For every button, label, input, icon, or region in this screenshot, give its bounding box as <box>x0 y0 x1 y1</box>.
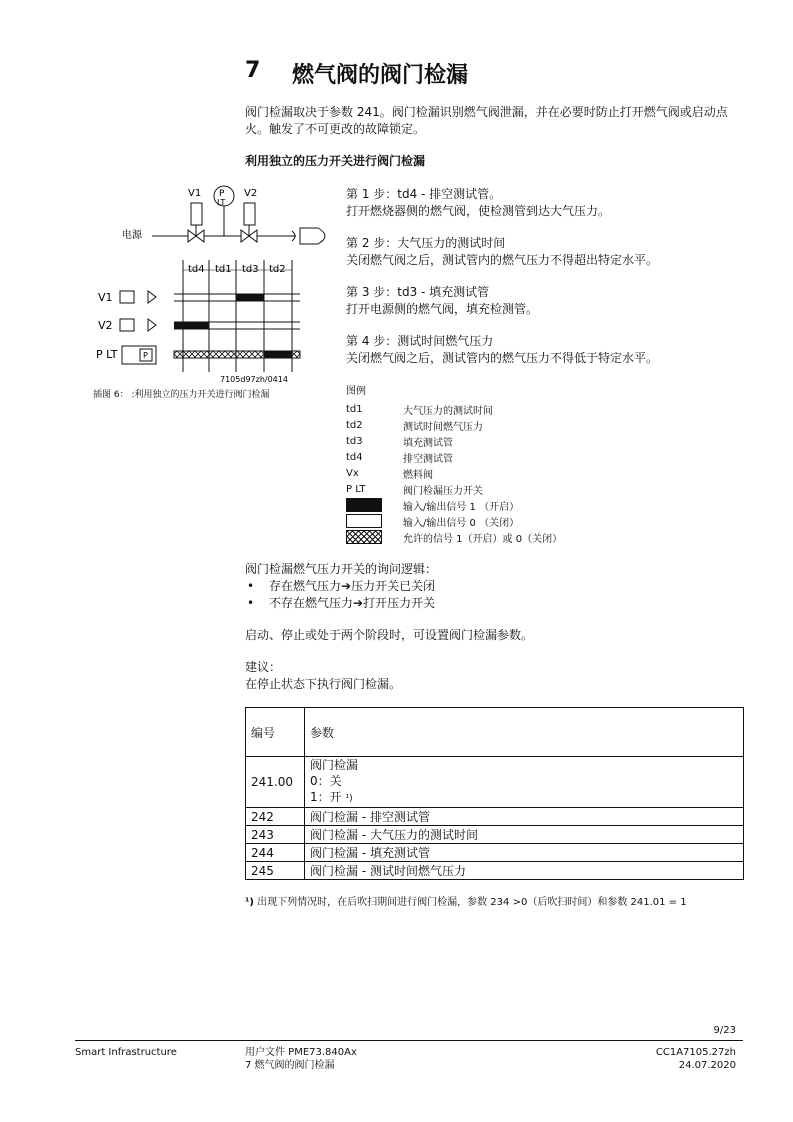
label-td2: td2 <box>269 264 286 275</box>
label-v2: V2 <box>244 188 258 199</box>
plt-signal-on <box>264 351 292 358</box>
step-body: 打开燃烧器侧的燃气阀，使检测管到达大气压力。 <box>346 204 611 218</box>
param-note: 启动、停止或处于两个阶段时，可设置阀门检漏参数。 <box>245 628 534 642</box>
figure-code: 7105d97zh/0414 <box>220 375 288 384</box>
legend <box>346 382 562 545</box>
signal-either-swatch <box>346 530 382 544</box>
step-title: 第 3 步：td3 - 填充测试管 <box>346 285 490 299</box>
table-row: 243 阀门检漏 - 大气压力的测试时间 <box>246 826 744 844</box>
footer-company: Smart Infrastructure <box>75 1047 177 1058</box>
signal-on-swatch <box>346 498 382 512</box>
v2-actuator <box>244 203 255 225</box>
row-label-v2: V2 <box>98 319 113 332</box>
chapter-number: 7 <box>245 58 261 83</box>
section-heading: 利用独立的压力开关进行阀门检漏 <box>245 154 426 168</box>
advice <box>245 659 401 693</box>
table-header-row <box>246 708 744 757</box>
page-number: 9/23 <box>713 1025 736 1036</box>
p-box-label: P <box>143 351 148 360</box>
footer-meta: CC1A7105.27zh 24.07.2020 <box>655 1047 736 1071</box>
legend-item: P LT 阀门检漏压力开关 <box>346 483 483 497</box>
table-row: 245 阀门检漏 - 测试时间燃气压力 <box>246 862 744 880</box>
footnote-ref: ¹) <box>345 794 353 804</box>
step-body: 关闭燃气阀之后，测试管内的燃气压力不得超出特定水平。 <box>346 253 659 267</box>
step-body: 打开电源侧的燃气阀，填充检测管。 <box>346 302 539 316</box>
legend-signal-off: 输入/输出信号 0 （关闭） <box>346 513 562 529</box>
legend-item: td2 测试时间燃气压力 <box>346 419 483 433</box>
table-row: 241.00 阀门检漏 0：关 1：开 ¹) <box>246 757 744 808</box>
label-td1: td1 <box>215 264 232 275</box>
step-title: 第 1 步：td4 - 排空测试管。 <box>346 187 502 201</box>
v1-signal-on <box>236 294 264 301</box>
column-header: 参数 <box>305 708 744 757</box>
intro-paragraph: 阀门检漏取决于参数 241。阀门检漏识别燃气阀泄漏，并在必要时防止打开燃气阀或启动点火。触发了不可更改的故障锁定。 <box>245 105 728 136</box>
v1-valve-icon <box>188 230 196 242</box>
table-row: 244 阀门检漏 - 填充测试管 <box>246 844 744 862</box>
legend-title: 图例 <box>346 386 366 397</box>
list-item: • 存在燃气压力➔压力开关已关闭 <box>245 578 725 595</box>
step-title: 第 2 步：大气压力的测试时间 <box>346 236 506 250</box>
table-row: 242 阀门检漏 - 排空测试管 <box>246 808 744 826</box>
logic-section <box>245 561 725 612</box>
arrow-right-icon: ➔ <box>353 596 364 610</box>
row-label-v1: V1 <box>98 291 113 304</box>
v2-signal-on <box>174 322 209 329</box>
legend-item: td1 大气压力的测试时间 <box>346 403 493 417</box>
advice-text: 在停止状态下执行阀门检漏。 <box>245 677 402 691</box>
step-2 <box>346 235 746 269</box>
v2-valve-icon <box>241 230 249 242</box>
label-power: 电源 <box>122 230 142 241</box>
parameter-table <box>245 707 744 880</box>
signal-off-swatch <box>346 514 382 528</box>
figure-caption: 插图 6： :利用独立的压力开关进行阀门检漏 <box>93 390 270 400</box>
step-4 <box>346 333 746 367</box>
steps-list <box>346 186 746 382</box>
label-p: P <box>219 189 225 199</box>
label-lt: LT <box>217 198 226 207</box>
step-1 <box>346 186 746 220</box>
legend-signal-either: 允许的信号 1（开启）或 0（关闭） <box>346 529 562 545</box>
footnote: ¹) 出现下列情况时，在后吹扫期间进行阀门检漏，参数 234 >0（后吹扫时间）和参数 241.01 = 1 <box>245 897 687 908</box>
legend-signal-on: 输入/输出信号 1 （开启） <box>346 497 562 513</box>
step-body: 关闭燃气阀之后，测试管内的燃气压力不得低于特定水平。 <box>346 351 659 365</box>
arrow-right-icon: ➔ <box>341 579 352 593</box>
footer-divider <box>75 1040 743 1041</box>
row-label-plt: P LT <box>96 348 118 361</box>
advice-title: 建议： <box>245 660 282 674</box>
step-3 <box>346 284 746 318</box>
param-number: 241.00 <box>246 757 305 808</box>
legend-item: td3 填充测试管 <box>346 435 453 449</box>
column-header: 编号 <box>246 708 305 757</box>
label-v1: V1 <box>188 188 202 199</box>
burner-flame-icon <box>300 228 325 244</box>
list-item: • 不存在燃气压力➔打开压力开关 <box>245 595 725 612</box>
page-title: 燃气阀的阀门检漏 <box>292 63 469 88</box>
footer-doc: 用户文件 PME73.840Ax 7 燃气阀的阀门检漏 <box>245 1047 357 1071</box>
label-td4: td4 <box>188 264 205 275</box>
label-td3: td3 <box>242 264 259 275</box>
legend-item: Vx 燃料阀 <box>346 467 433 481</box>
v1-actuator <box>191 203 202 225</box>
valve-diagram <box>88 180 338 388</box>
step-title: 第 4 步：测试时间燃气压力 <box>346 334 494 348</box>
logic-title: 阀门检漏燃气压力开关的询问逻辑： <box>245 562 438 576</box>
legend-item: td4 排空测试管 <box>346 451 453 465</box>
